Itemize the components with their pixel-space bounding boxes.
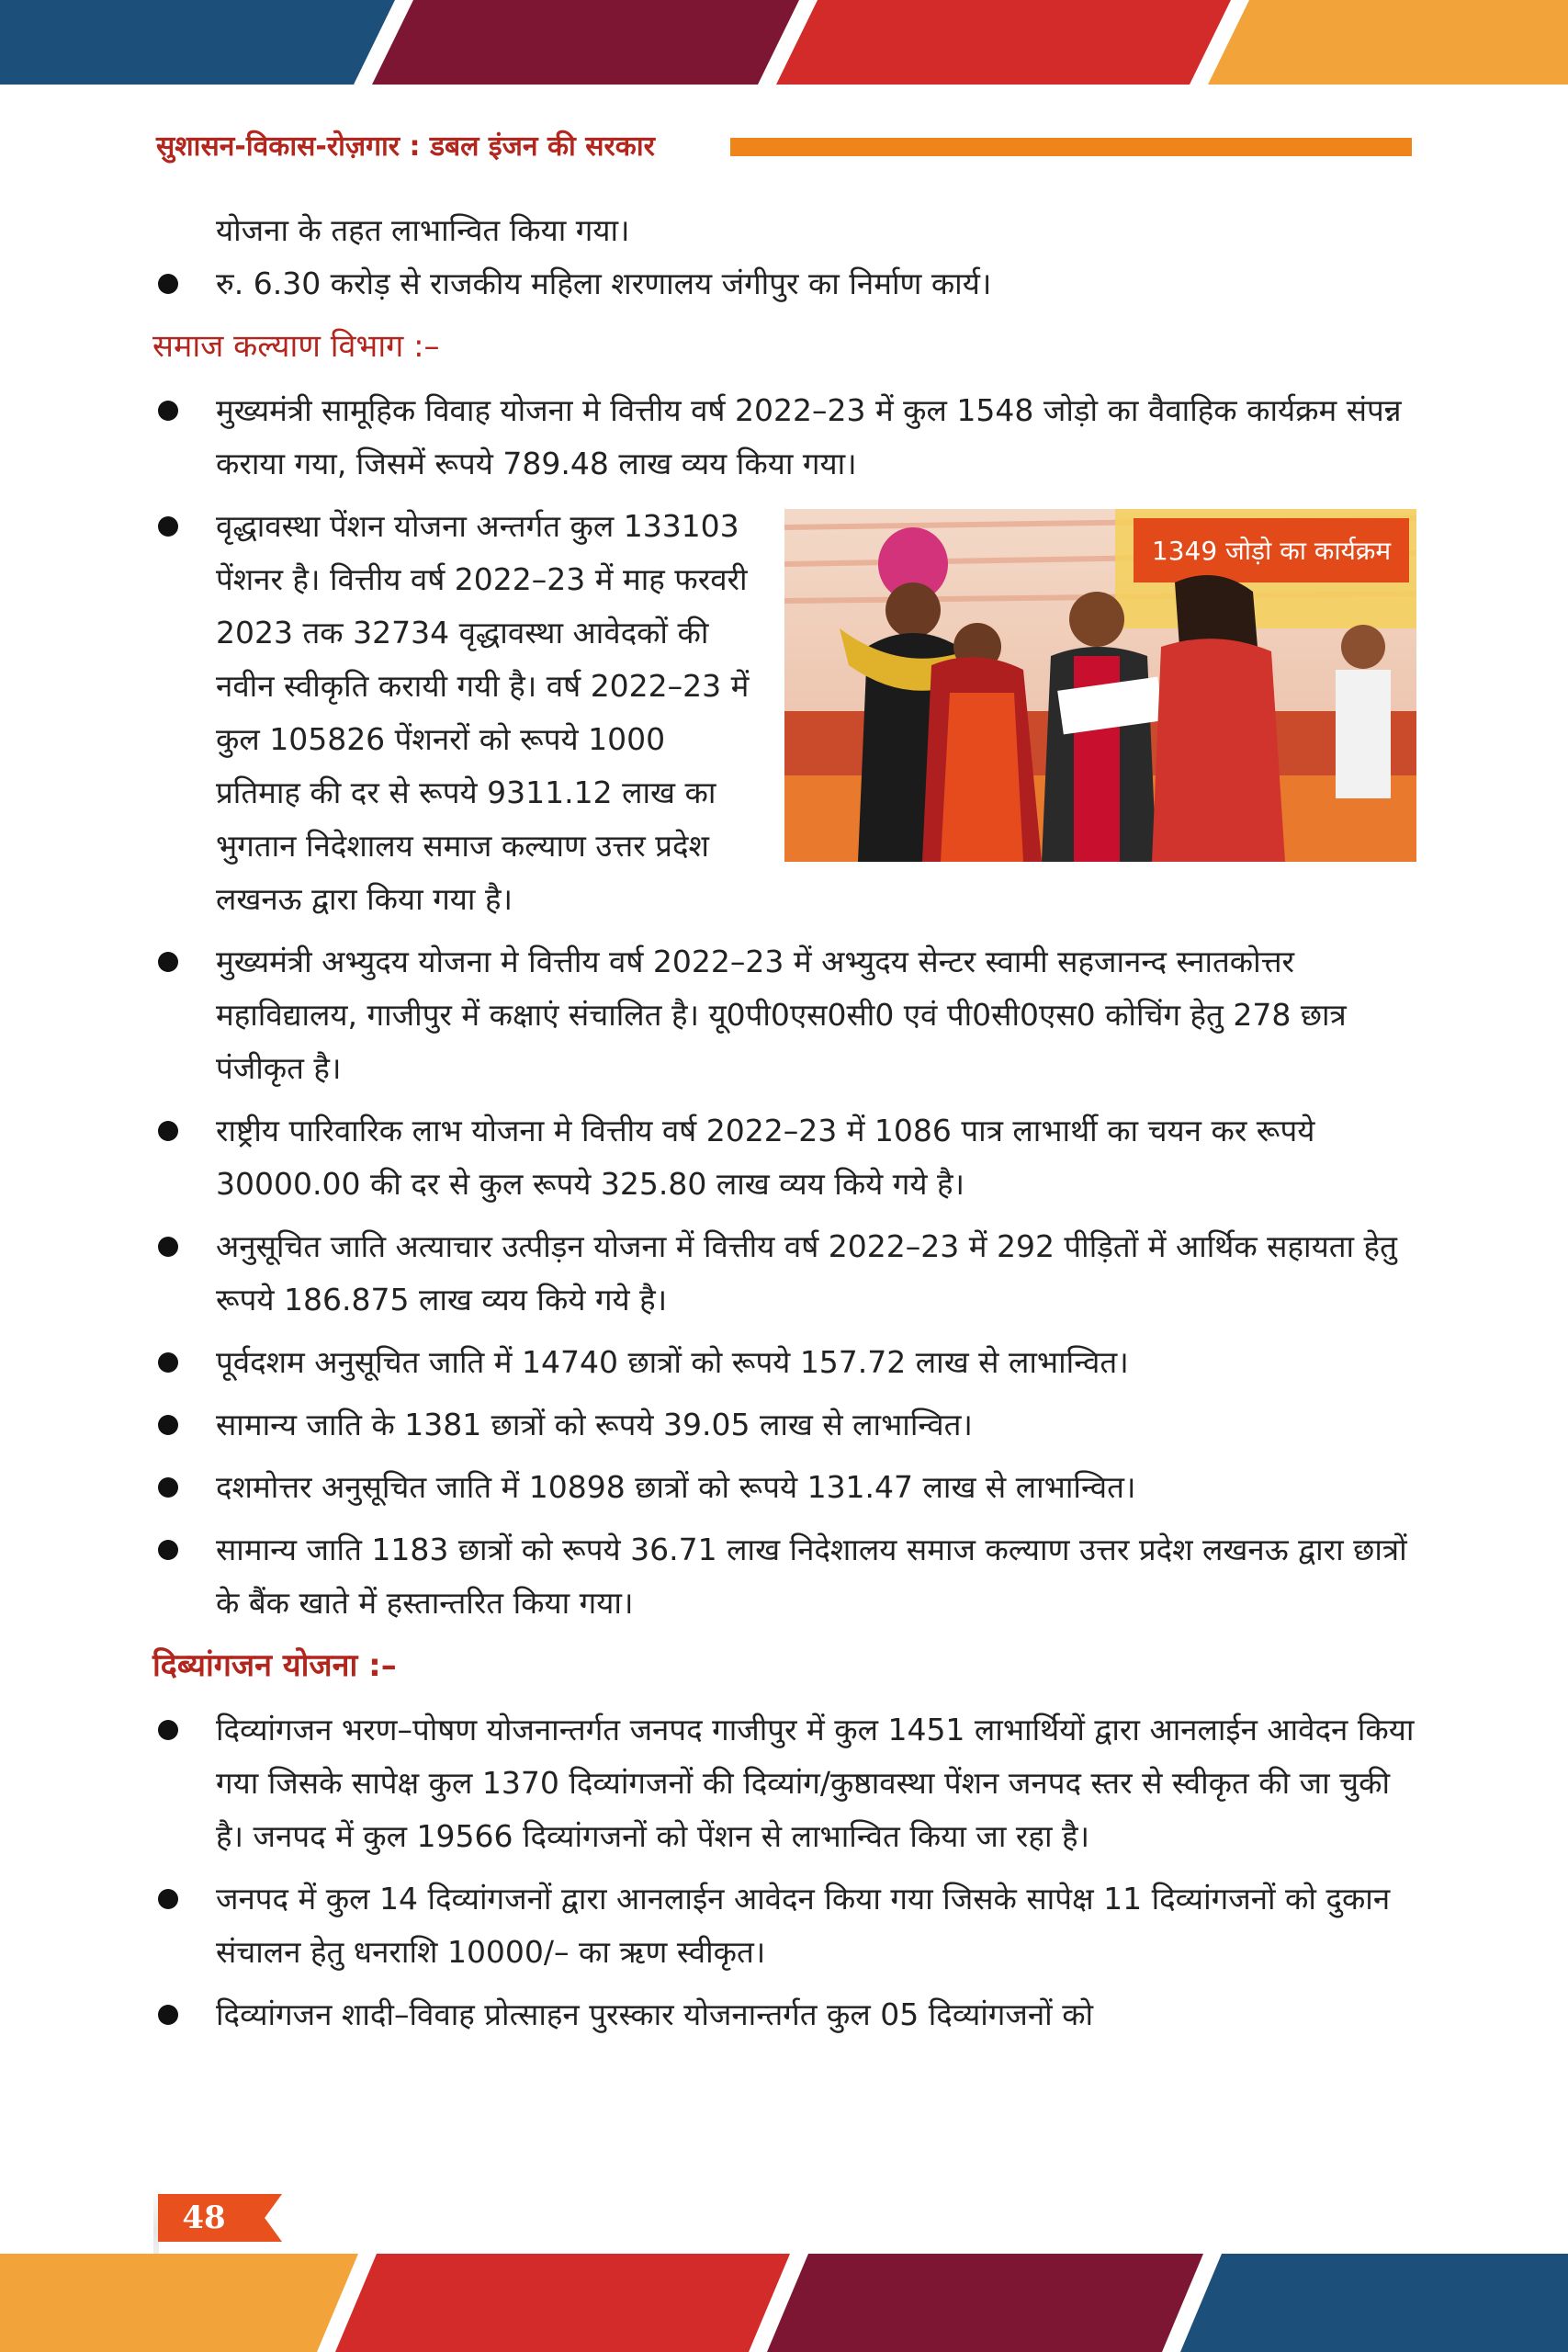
bullet-icon <box>158 1889 178 1909</box>
list-item-text: रु. 6.30 करोड़ से राजकीय महिला शरणालय जंगीपुर का निर्माण कार्य। <box>216 266 992 301</box>
continuation-text: योजना के तहत लाभान्वित किया गया। <box>216 212 630 248</box>
list-item <box>147 1398 1416 1452</box>
header-title: सुशासन-विकास-रोज़गार : डबल इंजन की सरकार <box>156 130 655 163</box>
page-number-tab <box>158 2194 282 2242</box>
bullet-icon <box>158 516 178 537</box>
list-item <box>147 1461 1416 1514</box>
list-item <box>147 384 1416 491</box>
list-item <box>147 1220 1416 1327</box>
bullet-icon <box>158 1121 178 1141</box>
photo-banner-text: 1349 जोड़ो का कार्यक्रम <box>1151 536 1392 566</box>
list-item-text: अनुसूचित जाति अत्याचार उत्पीड़न योजना में वित्तीय वर्ष 2022–23 में 292 पीड़ितों में आर्थिक सहायता हेतु रूपये 186.875 लाख व्यय किये गये है। <box>216 1228 1397 1317</box>
bullet-icon <box>158 1720 178 1740</box>
bottom-band-graphic <box>0 2254 1568 2352</box>
list-item-text: राष्ट्रीय पारिवारिक लाभ योजना मे वित्तीय वर्ष 2022–23 में 1086 पात्र लाभार्थी का चयन कर रूपये 30000.00 की दर से कुल रूपये 325.80 लाख व्यय किये गये है। <box>216 1113 1315 1202</box>
bullet-icon <box>158 2005 178 2025</box>
list-item <box>147 1104 1416 1211</box>
top-band-graphic <box>0 0 1568 85</box>
list-item <box>147 1703 1416 1863</box>
list-item-text: दिव्यांगजन शादी–विवाह प्रोत्साहन पुरस्कार योजनान्तर्गत कुल 05 दिव्यांगजनों को <box>216 1996 1094 2032</box>
header-rule <box>730 138 1412 156</box>
bullet-icon <box>158 1237 178 1257</box>
bullet-icon <box>158 274 178 294</box>
running-header <box>156 127 1412 171</box>
list-item-text: दशमोत्तर अनुसूचित जाति में 10898 छात्रों को रूपये 131.47 लाख से लाभान्वित। <box>216 1469 1136 1505</box>
bullet-icon <box>158 1352 178 1373</box>
bullet-icon <box>158 1540 178 1560</box>
list-item <box>147 1872 1416 1979</box>
event-photo <box>784 509 1416 862</box>
list-item-text: सामान्य जाति के 1381 छात्रों को रूपये 39.05 लाख से लाभान्वित। <box>216 1407 973 1442</box>
list-item <box>147 1523 1416 1630</box>
list-item <box>147 1336 1416 1389</box>
page-content <box>147 204 1416 2051</box>
bullet-icon <box>158 1477 178 1498</box>
list-item-text: जनपद में कुल 14 दिव्यांगजनों द्वारा आनलाईन आवेदन किया गया जिसके सापेक्ष 11 दिव्यांगजनों को दुकान संचालन हेतु धनराशि 10000/– का ऋण स्वीकृत। <box>216 1881 1391 1970</box>
list-item-text: मुख्यमंत्री अभ्युदय योजना मे वित्तीय वर्ष 2022–23 में अभ्युदय सेन्टर स्वामी सहजानन्द स्नातकोत्तर महाविद्यालय, गाजीपुर में कक्षाएं संचालित है। यू0पी0एस0सी0 एवं पी0सी0एस0 कोचिंग हेतु 278 छात्र पंजीकृत है। <box>216 944 1347 1086</box>
bullet-icon <box>158 1415 178 1435</box>
bullet-icon <box>158 401 178 421</box>
list-item-text: वृद्धावस्था पेंशन योजना अन्तर्गत कुल 133103 पेंशनर है। वित्तीय वर्ष 2022–23 में माह फरवरी 2023 तक 32734 वृद्धावस्था आवेदकों की नवीन स्वीकृति करायी गयी है। वर्ष 2022–23 में कुल 105826 पेंशनरों को रूपये 1000 प्रतिमाह की दर से रूपये 9311.12 लाख का भुगतान निदेशालय समाज कल्याण उत्तर प्रदेश लखनऊ द्वारा किया गया है। <box>216 508 750 917</box>
list-item <box>147 935 1416 1095</box>
bottom-color-band <box>0 2254 1568 2352</box>
wedding-ceremony-photo <box>784 509 1416 862</box>
list-item-text: मुख्यमंत्री सामूहिक विवाह योजना मे वित्तीय वर्ष 2022–23 में कुल 1548 जोड़ो का वैवाहिक कार्यक्रम संपन्न कराया गया, जिसमें रूपये 789.48 लाख व्यय किया गया। <box>216 392 1402 481</box>
section-heading-social-welfare: समाज कल्याण विभाग :– <box>152 328 440 365</box>
list-item-text: दिव्यांगजन भरण–पोषण योजनान्तर्गत जनपद गाजीपुर में कुल 1451 लाभार्थियों द्वारा आनलाईन आवेदन किया गया जिसके सापेक्ष कुल 1370 दिव्यांगजनों की दिव्यांग/कुष्ठावस्था पेंशन जनपद स्तर से स्वीकृत की जा चुकी है। जनपद में कुल 19566 दिव्यांगजनों को पेंशन से लाभान्वित किया जा रहा है। <box>216 1712 1415 1854</box>
list-item <box>147 257 1416 311</box>
bullet-icon <box>158 952 178 972</box>
section-heading-divyang: दिब्यांगजन योजना :– <box>152 1647 397 1684</box>
list-item <box>147 500 1416 926</box>
list-item-text: सामान्य जाति 1183 छात्रों को रूपये 36.71 लाख निदेशालय समाज कल्याण उत्तर प्रदेश लखनऊ द्वारा छात्रों के बैंक खाते में हस्तान्तरित किया गया। <box>216 1532 1407 1621</box>
page-number: 48 <box>182 2199 226 2236</box>
top-color-band <box>0 0 1568 85</box>
list-item <box>147 1988 1416 2041</box>
list-item-text: पूर्वदशम अनुसूचित जाति में 14740 छात्रों को रूपये 157.72 लाख से लाभान्वित। <box>216 1344 1129 1380</box>
